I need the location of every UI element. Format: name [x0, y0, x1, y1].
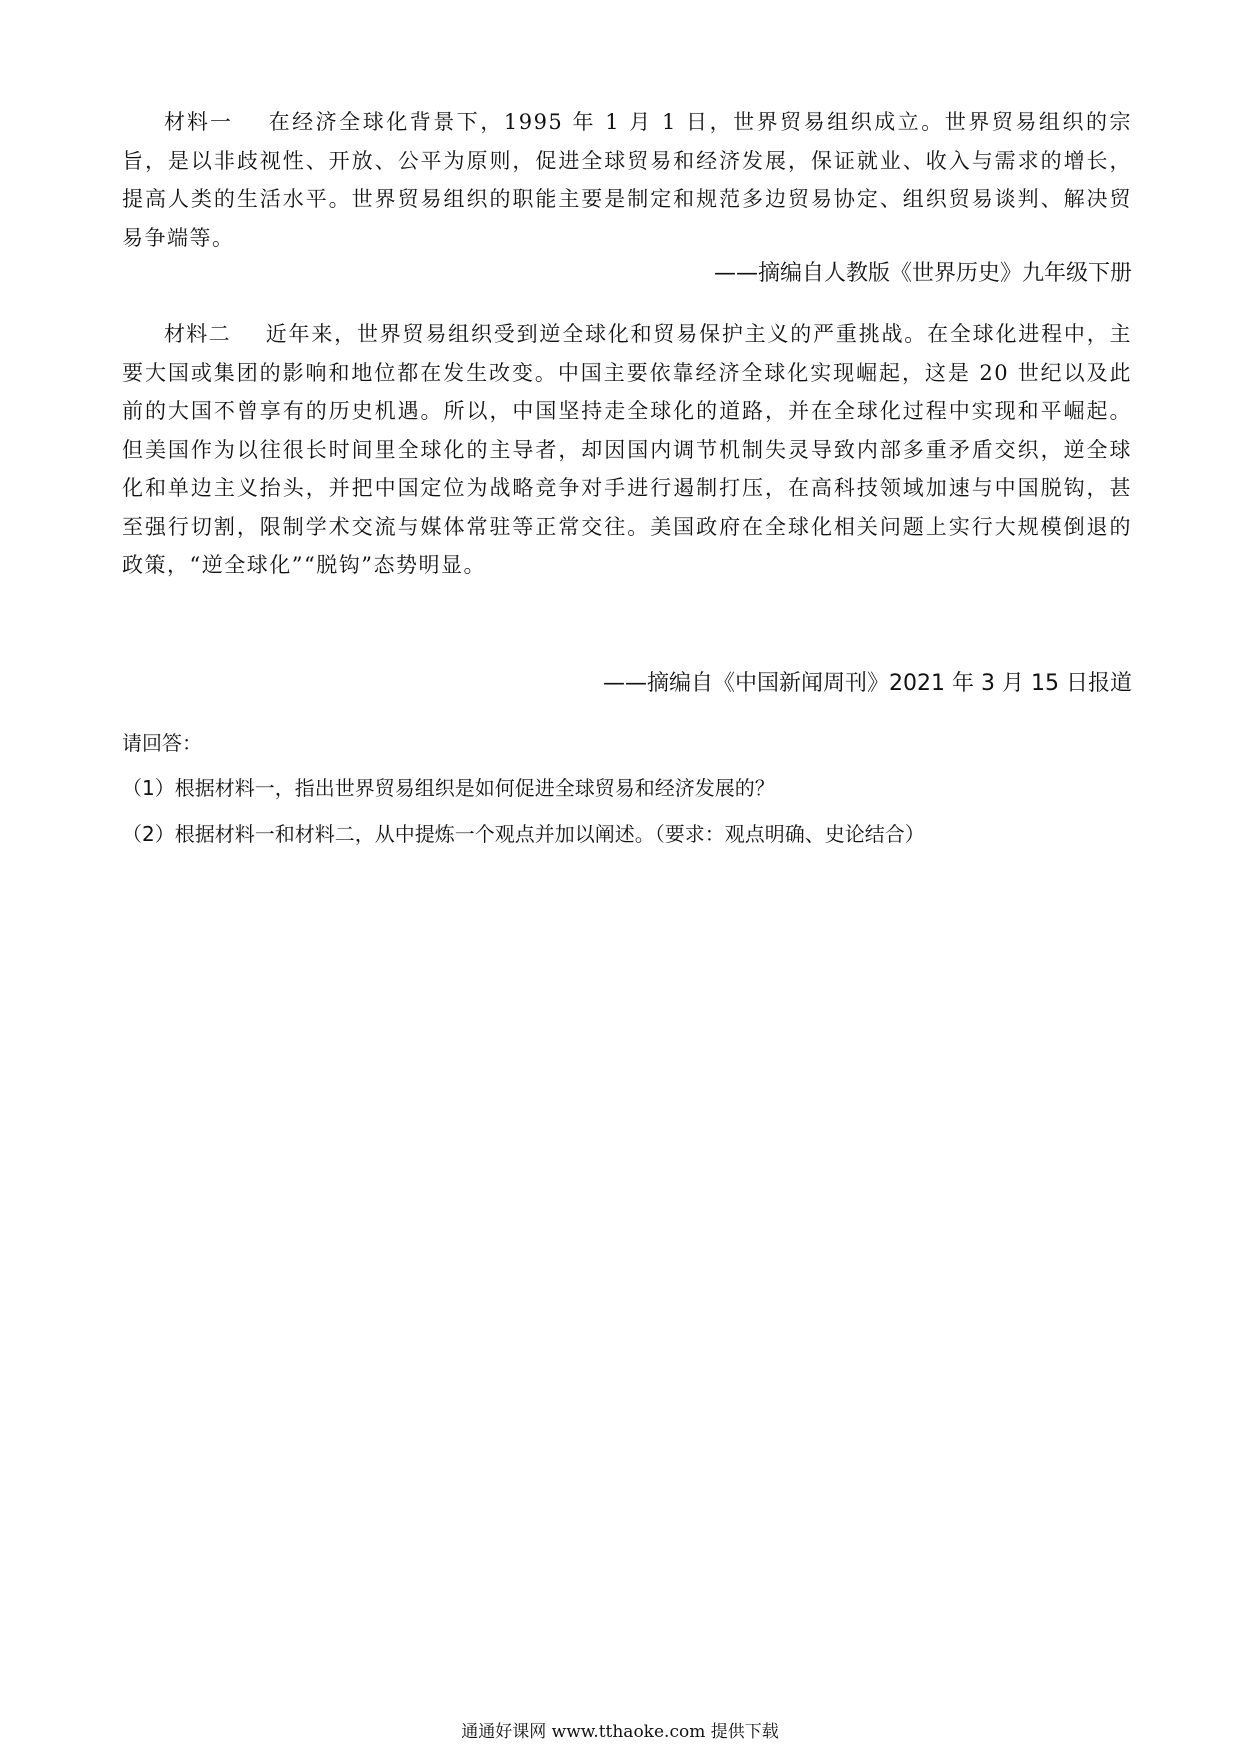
- question-two: （2）根据材料一和材料二，从中提炼一个观点并加以阐述。（要求：观点明确、史论结合）: [122, 822, 925, 846]
- material-two-text: 近年来，世界贸易组织受到逆全球化和贸易保护主义的严重挑战。在全球化进程中，主要大国或集团的影响和地位都在发生改变。中国主要依靠经济全球化实现崛起，这是 20 世纪以及此前的大国不曾享有的历史机遇。所以，中国坚持走全球化的道路，并在全球化过程中实现和平崛起。但美国作为以往很长时间里全球化的主导者，却因国内调节机制失灵导致内部多重矛盾交织，逆全球化和单边主义抬头，并把中国定位为战略竞争对手进行遏制打压，在高科技领域加速与中国脱钩，甚至强行切割，限制学术交流与媒体常驻等正常交往。美国政府在全球化相关问题上实行大规模倒退的政策，“逆全球化”“脱钩”态势明显。: [122, 322, 1133, 577]
- answer-prompt: 请回答：: [122, 731, 202, 755]
- material-two-paragraph: [122, 315, 1132, 585]
- footer-watermark: 通通好课网 www.tthaoke.com 提供下载: [461, 1722, 779, 1742]
- material-one-paragraph: [122, 103, 1132, 257]
- material-two-label: 材料二: [164, 322, 231, 346]
- material-two-source: ——摘编自《中国新闻周刊》2021 年 3 月 15 日报道: [603, 671, 1132, 696]
- material-one-text: 在经济全球化背景下，1995 年 1 月 1 日，世界贸易组织成立。世界贸易组织的宗旨，是以非歧视性、开放、公平为原则，促进全球贸易和经济发展，保证就业、收入与需求的增长，提高人类的生活水平。世界贸易组织的职能主要是制定和规范多边贸易协定、组织贸易谈判、解决贸易争端等。: [122, 110, 1132, 250]
- material-one-source: ——摘编自人教版《世界历史》九年级下册: [713, 261, 1132, 286]
- material-one-label: 材料一: [164, 110, 234, 134]
- question-one: （1）根据材料一，指出世界贸易组织是如何促进全球贸易和经济发展的？: [122, 776, 775, 800]
